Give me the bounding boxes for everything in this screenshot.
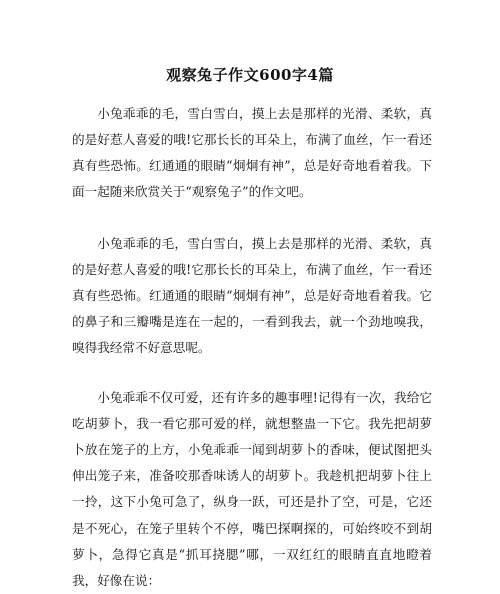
paragraph-3: 小兔乖乖不仅可爱，还有许多的趣事哩!记得有一次，我给它吃胡萝卜，我一看它那可爱的样，就想整蛊一下它。我先把胡萝卜放在笼子的上方，小兔乖乖一闻到胡萝卜的香味，便试图把头伸出笼子来，准备咬那香味诱人的胡萝卜。我趁机把胡萝卜往上一拎，这下小兔可急了，纵身一跃，可还是扑了空，可是，它还是不死心，在笼子里转个不停，嘴巴探啊探的，可始终咬不到胡萝卜，急得它真是“抓耳挠腮”哪，一双红红的眼睛直直地瞪着我，好像在说：	[72, 389, 432, 589]
paragraph-1: 小兔乖乖的毛，雪白雪白，摸上去是那样的光滑、柔软，真的是好惹人喜爱的哦!它那长长的耳朵上，布满了血丝，乍一看还真有些恐怖。红通通的眼睛“炯炯有神”，总是好奇地看着我。下面一起随来欣赏关于“观察兔子”的作文吧。	[72, 105, 432, 200]
paragraph-2: 小兔乖乖的毛，雪白雪白，摸上去是那样的光滑、柔软，真的是好惹人喜爱的哦!它那长长的耳朵上，布满了血丝，乍一看还真有些恐怖。红通通的眼睛“炯炯有神”，总是好奇地看着我。它的鼻子和三瓣嘴是连在一起的，一看到我去，就一个劲地嗅我，嗅得我经常不好意思呢。	[72, 235, 432, 356]
document-title: 观察兔子作文600字4篇	[166, 66, 334, 84]
